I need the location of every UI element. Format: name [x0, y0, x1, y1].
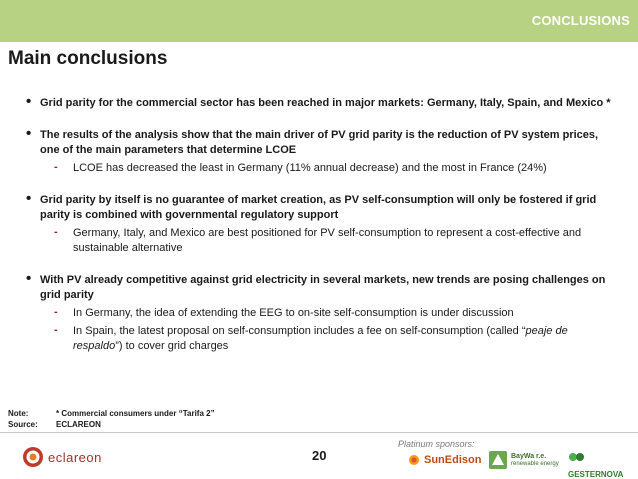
- sub-text: In Germany, the idea of extending the EEG to on-site self-consumption is under discussion: [73, 307, 514, 319]
- bullet-item: [26, 190, 612, 256]
- bullet-dot-icon: •: [26, 270, 32, 287]
- note-row: [8, 408, 215, 419]
- footer-divider: [0, 432, 638, 433]
- eclareon-logo: [22, 446, 102, 468]
- conclusions-list: [26, 93, 612, 371]
- bullet-item: [26, 93, 612, 111]
- sun-icon: [406, 452, 422, 468]
- gesternova-wordmark: GESTERNOVA: [568, 470, 624, 479]
- baywa-logo: [488, 450, 559, 470]
- bullet-text: Grid parity by itself is no guarantee of market creation, as PV self-consumption will only be fostered if grid parity is combined with governmental regulatory support: [40, 194, 597, 221]
- source-text: ECLAREON: [56, 420, 101, 429]
- dash-icon: -: [54, 324, 58, 336]
- sunedison-logo: [406, 452, 481, 468]
- sub-item: [40, 324, 612, 354]
- sub-text: Germany, Italy, and Mexico are best positioned for PV self-consumption to represent a cost-effective and sustainable alternative: [73, 227, 582, 254]
- sub-item: [40, 226, 612, 256]
- note-label: Note:: [8, 409, 29, 418]
- source-label: Source:: [8, 420, 38, 429]
- section-title: CONCLUSIONS: [531, 13, 630, 28]
- source-row: [8, 419, 215, 430]
- gesternova-logo: [568, 450, 623, 479]
- notes-block: [8, 408, 215, 430]
- bullet-dot-icon: •: [26, 190, 32, 207]
- sunedison-wordmark: SunEdison: [424, 454, 482, 466]
- bullet-dot-icon: •: [26, 93, 32, 110]
- bullet-text: With PV already competitive against grid electricity in several markets, new trends are posing challenges on grid parity: [40, 274, 606, 301]
- page-number: 20: [312, 448, 327, 463]
- bullet-item: [26, 270, 612, 354]
- sub-text-after: ”) to cover grid charges: [115, 340, 229, 352]
- bullet-text: Grid parity for the commercial sector has been reached in major markets: Germany, Italy, Spain, and Mexico *: [40, 97, 611, 109]
- sub-item: [40, 161, 612, 176]
- baywa-tagline: renewable energy: [511, 460, 559, 467]
- header-bar: [0, 0, 638, 42]
- bullet-text: The results of the analysis show that the main driver of PV grid parity is the reduction of PV system prices, one of the main parameters that determine LCOE: [40, 129, 599, 156]
- eclareon-mark-icon: [22, 446, 44, 468]
- bullet-item: [26, 125, 612, 176]
- dash-icon: -: [54, 306, 58, 318]
- note-text: * Commercial consumers under “Tarifa 2”: [56, 409, 215, 418]
- page-title: Main conclusions: [8, 48, 168, 69]
- baywa-wordmark: BayWa r.e.: [511, 452, 547, 460]
- sub-item: [40, 306, 612, 321]
- bullet-dot-icon: •: [26, 125, 32, 142]
- dash-icon: -: [54, 226, 58, 238]
- sponsors-label: Platinum sponsors:: [398, 439, 475, 449]
- gesternova-mark-icon: [568, 451, 586, 463]
- baywa-leaf-icon: [488, 450, 508, 470]
- sub-text-italic: peaje de respaldo: [73, 325, 568, 352]
- sub-text: LCOE has decreased the least in Germany (11% annual decrease) and the most in France (24%): [73, 162, 547, 174]
- eclareon-wordmark: eclareon: [48, 449, 102, 465]
- sub-text-before: In Spain, the latest proposal on self-consumption includes a fee on self-consumption (called “: [73, 325, 526, 337]
- dash-icon: -: [54, 161, 58, 173]
